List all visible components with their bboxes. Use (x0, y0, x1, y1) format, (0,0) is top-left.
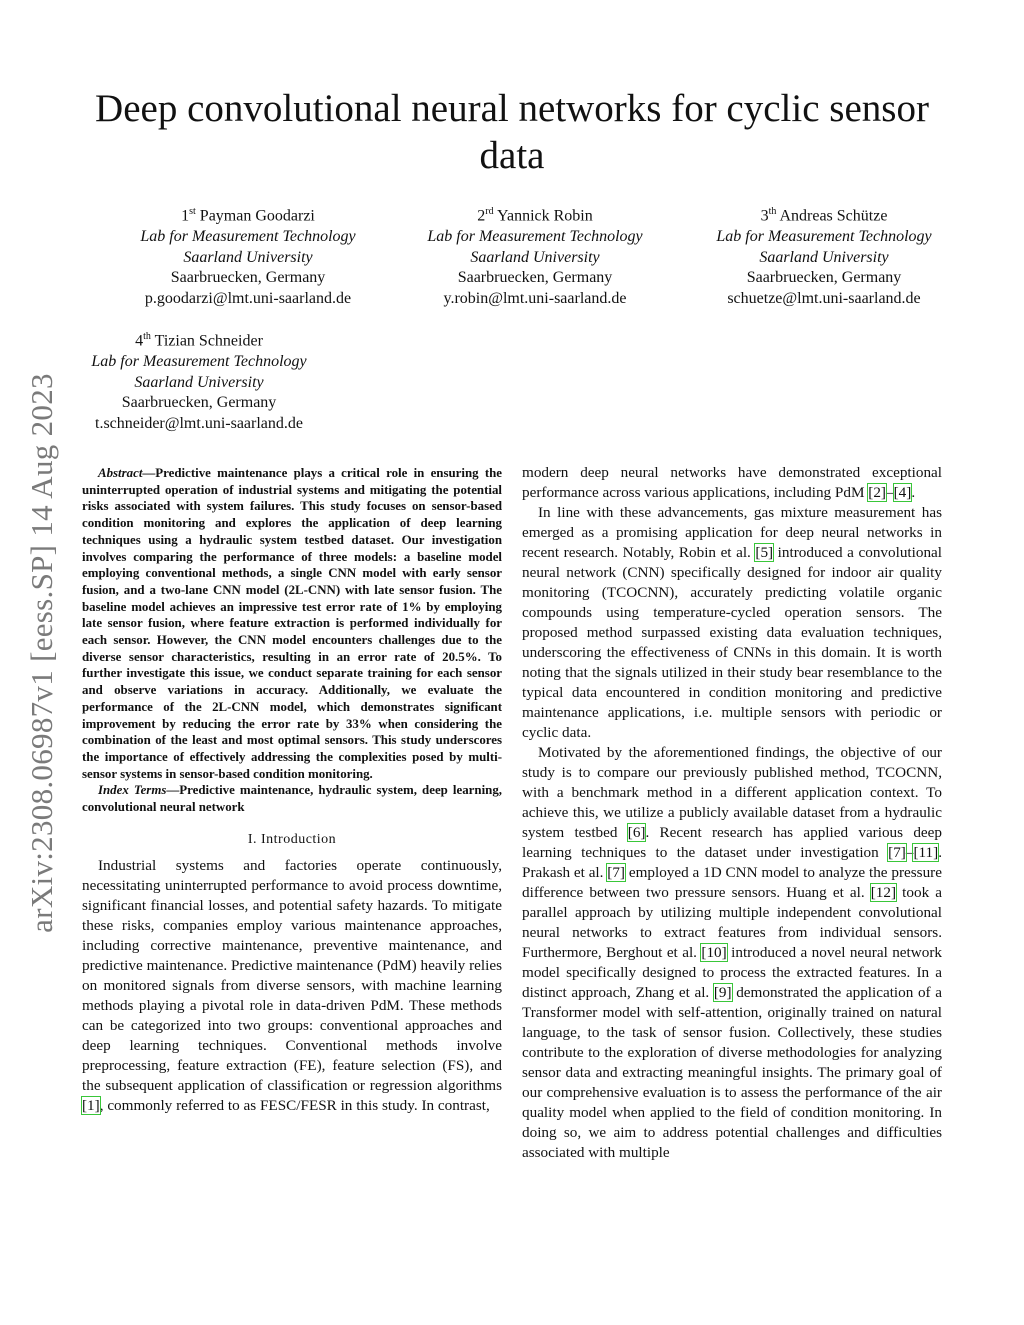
left-column (82, 465, 502, 1116)
author-block-2 (405, 202, 665, 309)
arxiv-identifier (22, 345, 62, 960)
abstract (82, 465, 502, 782)
citation-link[interactable]: [12] (870, 884, 897, 901)
author-name: 2rd Yannick Robin (477, 206, 593, 225)
citation-link[interactable]: [9] (713, 984, 732, 1001)
intro-paragraph-cont: modern deep neural networks have demonstrated exceptional performance across various applications, including PdM [2]–[4]. (522, 464, 942, 501)
citation-link[interactable]: [1] (82, 1096, 100, 1114)
intro-paragraph-3: Motivated by the aforementioned findings, the objective of our study is to compare our previously published method, TCOCNN, with a benchmark method in a different application context. To achieve this, we utilize a publicly available dataset from a hydraulic system testbed [6]. Recent research has applied various deep learning techniques to the dataset under investigation [7]–[11]. Prakash et al. [7] employed a 1D CNN model to analyze the pressure difference between two pressure sensors. Huang et al. [12] took a parallel approach by utilizing multiple independent convolutional neural networks to extract features from individual sensors. Furthermore, Berghout et al. [10] introduced a novel neural network model specifically designed to process the extracted features. In a distinct approach, Zhang et al. [9] demonstrated the application of a Transformer model with self-attention, originally trained on natural language, to the task of sensor fusion. Collectively, these studies contribute to the exploration of diverse methodologies for analyzing sensor data and extracting meaningful insights. The primary goal of our comprehensive evaluation is to assess the performance of the air quality model when applied to the field of condition monitoring. In doing so, we aim to address potential challenges and difficulties associated with multiple (522, 744, 942, 1161)
author-university: Saarland University (183, 248, 313, 266)
paper-title: Deep convolutional neural networks for cyclic sensor data (95, 87, 929, 177)
citation-link[interactable]: [5] (755, 544, 774, 561)
author-university: Saarland University (470, 248, 600, 266)
abstract-label: Abstract (98, 466, 143, 480)
intro-paragraph-1: Industrial systems and factories operate continuously, necessitating uninterrupted performance to avoid process downtime, significant financial losses, and potential safety hazards. To mitigate these risks, companies employ various maintenance approaches, including corrective maintenance, preventive maintenance, and predictive maintenance. Predictive maintenance (PdM) heavily relies on monitored signals from diverse sensors, with machine learning methods playing a pivotal role in data-driven PdM. These methods can be categorized into two groups: conventional approaches and deep learning techniques. Conventional methods involve preprocessing, feature extraction (FE), feature selection (FS), and the subsequent application of classification or regression algorithms [1], commonly referred to as FESC/FESR in this study. In contrast, (82, 856, 502, 1114)
abstract-text: —Predictive maintenance plays a critical role in ensuring the uninterrupted operation of industrial systems and mitigating the potential risks associated with system failures. This study focuses on sensor-based condition monitoring and explores the application of deep learning techniques using a hydraulic system testbed dataset. Our investigation involves comparing the performance of three models: a baseline model employing conventional methods, a single CNN model with early sensor fusion, and a two-lane CNN model (2L-CNN) with late sensor fusion. The baseline model achieves an impressive test error rate of 1% by employing late sensor fusion, where feature extraction is performed individually for each sensor. However, the CNN model encounters challenges due to the diverse sensor characteristics, resulting in an error rate of 20.5%. To further investigate this issue, we conduct separate training for each sensor and observe variations in accuracy. Additionally, we evaluate the performance of the 2L-CNN model, which demonstrates significant improvement by reducing the error rate by 33% when considering the combination of the least and most optimal sensors. This study underscores the importance of effectively addressing the complexities posed by multi-sensor systems in sensor-based condition monitoring. (82, 466, 502, 781)
author-email: schuetze@lmt.uni-saarland.de (727, 289, 921, 307)
citation-link[interactable]: [6] (627, 824, 646, 841)
author-lab: Lab for Measurement Technology (91, 352, 307, 370)
author-city: Saarbruecken, Germany (170, 269, 326, 287)
index-terms-label: Index Terms (98, 783, 167, 798)
author-name: 3th Andreas Schütze (760, 206, 888, 225)
author-city: Saarbruecken, Germany (121, 394, 277, 412)
author-email: y.robin@lmt.uni-saarland.de (443, 289, 627, 307)
author-name: 1st Payman Goodarzi (181, 206, 315, 225)
citation-link[interactable]: [4] (893, 484, 912, 501)
index-terms-text: —Predictive maintenance, hydraulic system, deep learning, convolutional neural network (82, 783, 502, 815)
author-university: Saarland University (759, 248, 889, 266)
citation-link[interactable]: [2] (868, 484, 886, 501)
citation-link[interactable]: [10] (701, 944, 727, 961)
author-block-3 (694, 202, 954, 309)
author-lab: Lab for Measurement Technology (427, 227, 643, 245)
intro-paragraph-2: In line with these advancements, gas mixture measurement has emerged as a promising application for deep neural networks in recent research. Notably, Robin et al. [5] introduced a convolutional neural network (CNN) specifically designed for indoor air quality monitoring (TCOCNN), accurately predicting volatile organic compounds using temperature-cycled operation sensors. The proposed method surpassed existing data evaluation techniques, underscoring the effectiveness of CNNs in this domain. It is worth noting that the signals utilized in their study bear resemblance to the typical data encountered in condition monitoring and predictive maintenance applications, i.e. multiple sensors with periodic or cyclic data. (522, 504, 942, 741)
author-name: 4th Tizian Schneider (135, 331, 263, 350)
citation-link[interactable]: [11] (913, 844, 939, 861)
citation-link[interactable]: [7] (607, 864, 625, 881)
author-city: Saarbruecken, Germany (746, 269, 902, 287)
author-block-1 (120, 202, 376, 309)
author-lab: Lab for Measurement Technology (140, 227, 356, 245)
author-city: Saarbruecken, Germany (457, 269, 613, 287)
section-heading: I. Introduction (247, 831, 337, 847)
author-email: t.schneider@lmt.uni-saarland.de (95, 414, 303, 432)
author-email: p.goodarzi@lmt.uni-saarland.de (144, 289, 352, 307)
index-terms (82, 782, 502, 815)
arxiv-id-text: arXiv:2308.06987v1 [eess.SP] 14 Aug 2023 (24, 372, 59, 933)
citation-link[interactable]: [7] (888, 844, 906, 861)
right-column (522, 463, 942, 1163)
author-lab: Lab for Measurement Technology (716, 227, 932, 245)
author-block-4 (68, 327, 330, 434)
author-university: Saarland University (134, 373, 264, 391)
